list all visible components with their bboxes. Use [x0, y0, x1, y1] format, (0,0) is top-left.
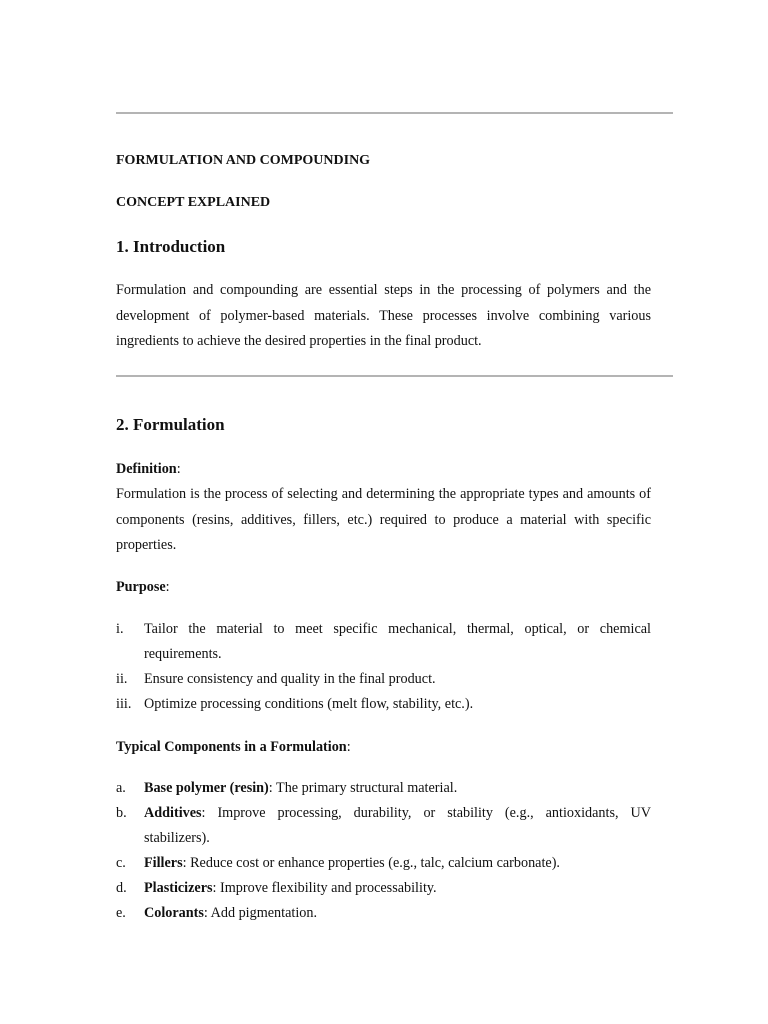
list-item-text: Optimize processing conditions (melt flow, stability, etc.).: [144, 696, 474, 712]
list-item-term: Base polymer (resin): [144, 780, 269, 796]
list-item-text: : Add pigmentation.: [203, 905, 318, 921]
definition-label-line: [116, 459, 651, 479]
list-item-text: : Improve flexibility and processability.: [212, 880, 437, 896]
list-marker: ii.: [116, 671, 128, 687]
components-label: Typical Components in a Formulation: [116, 739, 347, 755]
purpose-label: Purpose: [116, 579, 166, 595]
components-list: [116, 776, 651, 926]
list-marker: e.: [116, 905, 126, 921]
section-divider: [116, 375, 673, 377]
components-label-line: [116, 737, 651, 757]
list-item: [116, 851, 651, 876]
definition-colon: :: [176, 461, 181, 477]
list-marker: a.: [116, 780, 126, 796]
list-marker: iii.: [116, 696, 132, 712]
intro-heading: 1. Introduction: [116, 237, 226, 256]
list-item-term: Fillers: [144, 855, 183, 871]
list-item-text: : Improve processing, durability, or stability (e.g., antioxidants, UV stabilizers).: [144, 805, 651, 846]
purpose-colon: :: [165, 579, 170, 595]
list-item-text: Tailor the material to meet specific mechanical, thermal, optical, or chemical requirements.: [144, 621, 651, 662]
purpose-label-line: [116, 577, 651, 597]
list-item-term: Plasticizers: [144, 880, 213, 896]
list-item: [116, 692, 651, 717]
list-item: [116, 876, 651, 901]
top-divider: [116, 112, 673, 114]
list-item: [116, 901, 651, 926]
document-subtitle: CONCEPT EXPLAINED: [116, 195, 271, 210]
list-item: [116, 667, 651, 692]
list-item-term: Additives: [144, 805, 202, 821]
components-colon: :: [346, 739, 351, 755]
list-item-text: Ensure consistency and quality in the final product.: [144, 671, 436, 687]
list-item-term: Colorants: [144, 905, 204, 921]
definition-label: Definition: [116, 461, 177, 477]
list-item: [116, 801, 651, 851]
definition-paragraph: Formulation is the process of selecting and determining the appropriate types and amounts of components (resins, additives, fillers, etc.) required to produce a material with specific properties.: [116, 486, 651, 553]
list-item: [116, 776, 651, 801]
document-title: FORMULATION AND COMPOUNDING: [116, 153, 371, 168]
list-marker: d.: [116, 880, 127, 896]
intro-paragraph: Formulation and compounding are essential steps in the processing of polymers and the development of polymer-based materials. These processes involve combining various ingredients to achieve the desired properties in the final product.: [116, 282, 651, 349]
list-item-text: : The primary structural material.: [268, 780, 458, 796]
purpose-list: [116, 617, 651, 717]
list-marker: c.: [116, 855, 126, 871]
list-item-text: : Reduce cost or enhance properties (e.g., talc, calcium carbonate).: [182, 855, 560, 871]
list-marker: i.: [116, 621, 124, 637]
formulation-heading: 2. Formulation: [116, 415, 225, 434]
list-item: [116, 617, 651, 667]
list-marker: b.: [116, 805, 127, 821]
